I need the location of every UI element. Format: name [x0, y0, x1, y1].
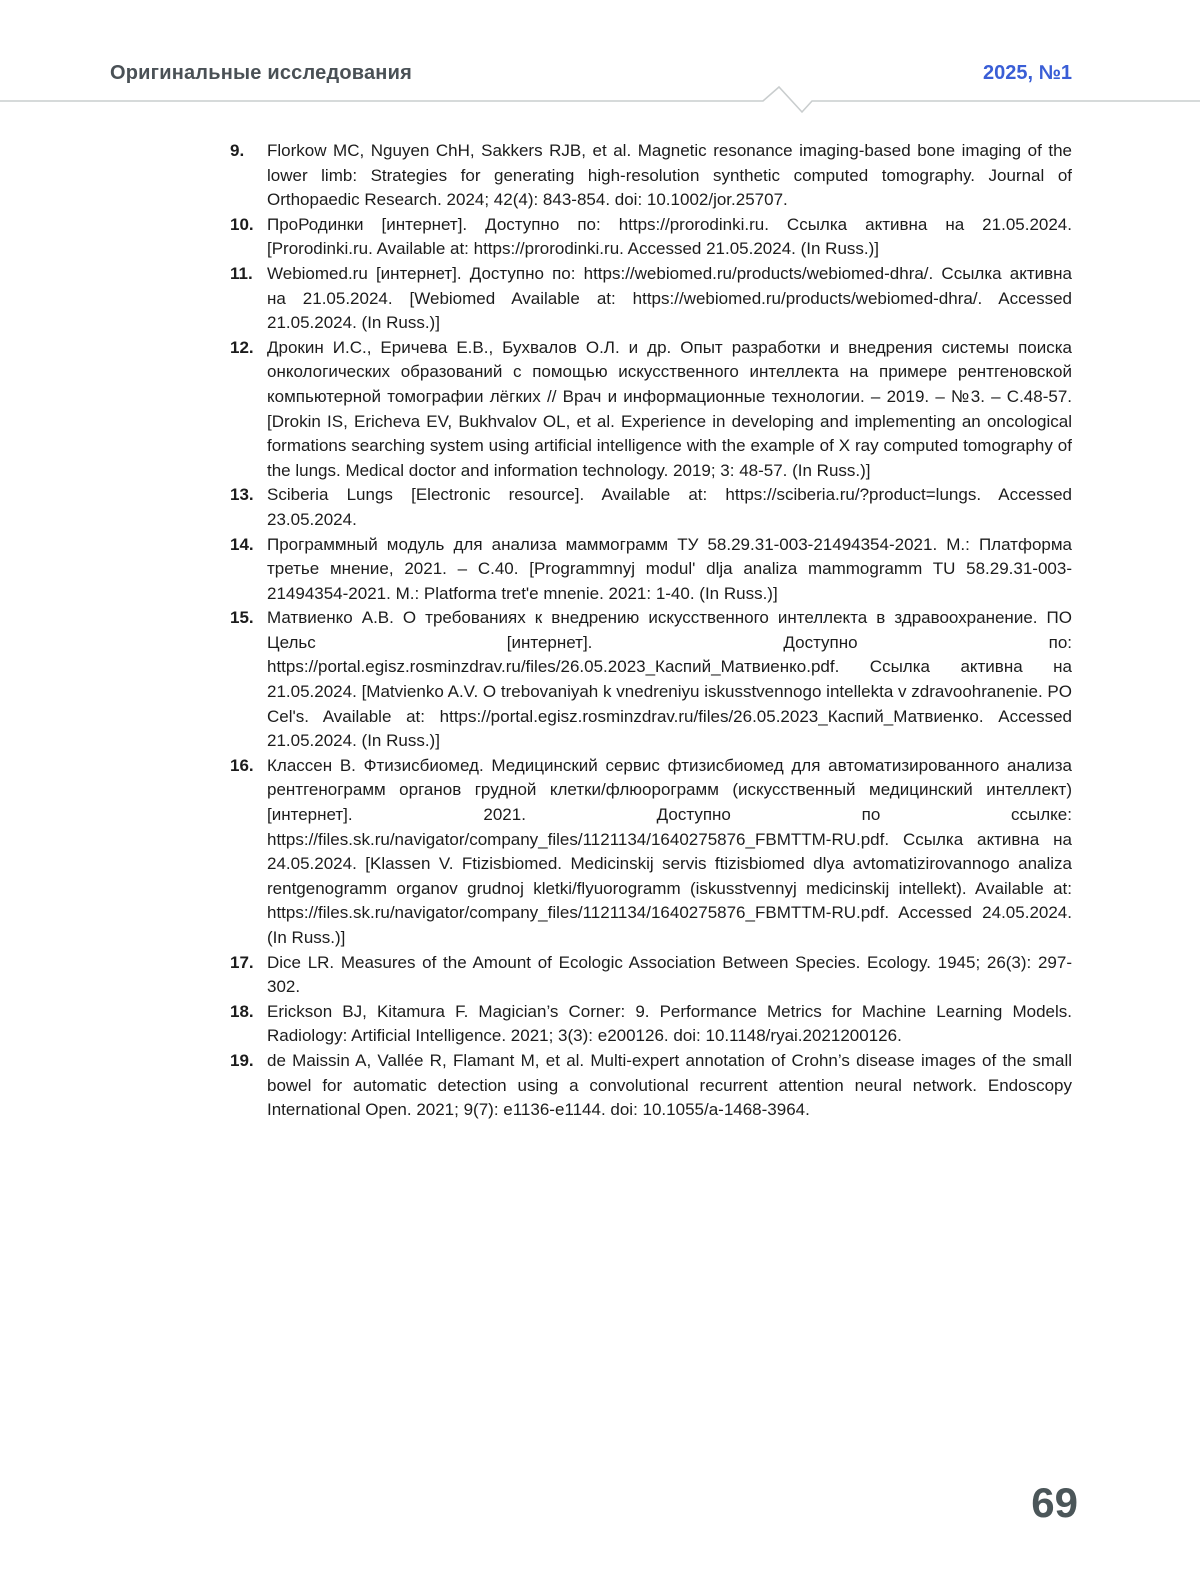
reference-item [230, 606, 1072, 754]
page-header [110, 62, 1072, 85]
reference-text: Dice LR. Measures of the Amount of Ecologic Association Between Species. Ecology. 1945; 26(3): 297-302. [267, 952, 1072, 997]
reference-number: 14. [230, 534, 254, 554]
reference-text: Дрокин И.С., Еричева Е.В., Бухвалов О.Л. и др. Опыт разработки и внедрения системы поиска онкологических образований с помощью искусственного интеллекта на примере рентгеновской компьютерной томографии лёгких // Врач и информационные технологии. – 2019. – №3. – С.48-57. [Drokin IS, Ericheva EV, Bukhvalov OL, et al. Experience in developing and implementing an oncological formations searching system using artificial intelligence with the example of X ray computed tomography of the lungs. Medical doctor and information technology. 2019; 3: 48-57. (In Russ.)] [267, 337, 1072, 480]
reference-item [230, 139, 1072, 213]
reference-text: Матвиенко А.В. О требованиях к внедрению искусственного интеллекта в здравоохранение. ПО Цельс [интернет]. Доступно по: https://portal.egisz.rosminzdrav.ru/files/26.05.2023_Каспий_Матвиенко.pdf. Ссылка активна на 21.05.2024. [Matvienko A.V. O trebovaniyah k vnedreniyu iskusstvennogo intellekta v zdravoohranenie. PO Cel's. Available at: https://portal.egisz.rosminzdrav.ru/files/26.05.2023_Каспий_Матвиенко. Accessed 21.05.2024. (In Russ.)] [267, 608, 1072, 751]
reference-text: Erickson BJ, Kitamura F. Magician’s Corner: 9. Performance Metrics for Machine Learning Models. Radiology: Artificial Intelligence. 2021; 3(3): e200126. doi: 10.1148/ryai.2021200126. [267, 1001, 1072, 1046]
references-list [230, 139, 1072, 1123]
references-section [230, 139, 1072, 1123]
section-title: Оригинальные исследования [110, 62, 412, 84]
issue-label: 2025, №1 [982, 62, 1072, 84]
reference-text: Классен В. Фтизисбиомед. Медицинский сервис фтизисбиомед для автоматизированного анализа рентгенограмм органов грудной клетки/флюорограмм (искусственный медицинский интеллект) [интернет]. 2021. Доступно по ссылке: https://files.sk.ru/navigator/company_files/1121134/1640275876_FBMTTM-RU.pdf. Ссылка активна на 24.05.2024. [Klassen V. Ftizisbiomed. Medicinskij servis ftizisbiomed dlya avtomatizirovannogo analiza rentgenogramm organov grudnoj kletki/flyuorogramm (iskusstvennyj medicinskij intellekt). Available at: https://files.sk.ru/navigator/company_files/1121134/1640275876_FBMTTM-RU.pdf. Accessed 24.05.2024. (In Russ.)] [267, 755, 1072, 947]
reference-item [230, 336, 1072, 484]
reference-item [230, 213, 1072, 262]
reference-text: Программный модуль для анализа маммограмм ТУ 58.29.31-003-21494354-2021. М.: Платформа третье мнение, 2021. – С.40. [Programmnyj modul' dlja analiza mammogramm TU 58.29.31-003-21494354-2021. M.: Platforma tret'e mnenie. 2021: 1-40. (In Russ.)] [267, 534, 1072, 603]
reference-number: 17. [230, 952, 254, 972]
reference-text: Sciberia Lungs [Electronic resource]. Available at: https://sciberia.ru/?product=lungs. Accessed 23.05.2024. [267, 485, 1072, 529]
reference-text: Florkow MC, Nguyen ChH, Sakkers RJB, et al. Magnetic resonance imaging-based bone imaging of the lower limb: Strategies for generating high-resolution synthetic computed tomography. Journal of Orthopaedic Research. 2024; 42(4): 843-854. doi: 10.1002/jor.25707. [267, 141, 1072, 210]
reference-item [230, 1049, 1072, 1123]
reference-item [230, 1000, 1072, 1049]
reference-item [230, 754, 1072, 951]
reference-number: 12. [230, 337, 254, 357]
reference-item [230, 483, 1072, 532]
reference-number: 10. [230, 214, 254, 234]
reference-number: 15. [230, 608, 254, 628]
page-number: 69 [1031, 1479, 1078, 1526]
reference-item [230, 533, 1072, 607]
reference-item [230, 262, 1072, 336]
reference-number: 11. [230, 263, 253, 283]
reference-number: 18. [230, 1001, 254, 1021]
reference-text: de Maissin A, Vallée R, Flamant M, et al. Multi-expert annotation of Crohn’s disease images of the small bowel for automatic detection using a convolutional recurrent attention neural network. Endoscopy International Open. 2021; 9(7): e1136-e1144. doi: 10.1055/a-1468-3964. [267, 1050, 1072, 1120]
reference-number: 16. [230, 755, 254, 775]
reference-number: 13. [230, 485, 254, 505]
reference-item [230, 951, 1072, 1000]
reference-number: 9. [230, 141, 245, 160]
reference-text: Webiomed.ru [интернет]. Доступно по: https://webiomed.ru/products/webiomed-dhra/. Ссылка активна на 21.05.2024. [Webiomed Available at: https://webiomed.ru/products/webiomed-dhra/. Accessed 21.05.2024. (In Russ.)] [267, 263, 1072, 333]
reference-number: 19. [230, 1050, 254, 1070]
reference-text: ПроРодинки [интернет]. Доступно по: https://prorodinki.ru. Ссылка активна на 21.05.2024. [Prorodinki.ru. Available at: https://prorodinki.ru. Accessed 21.05.2024. (In Russ.)] [267, 214, 1072, 259]
header-rule-pulse-line [0, 84, 1200, 120]
